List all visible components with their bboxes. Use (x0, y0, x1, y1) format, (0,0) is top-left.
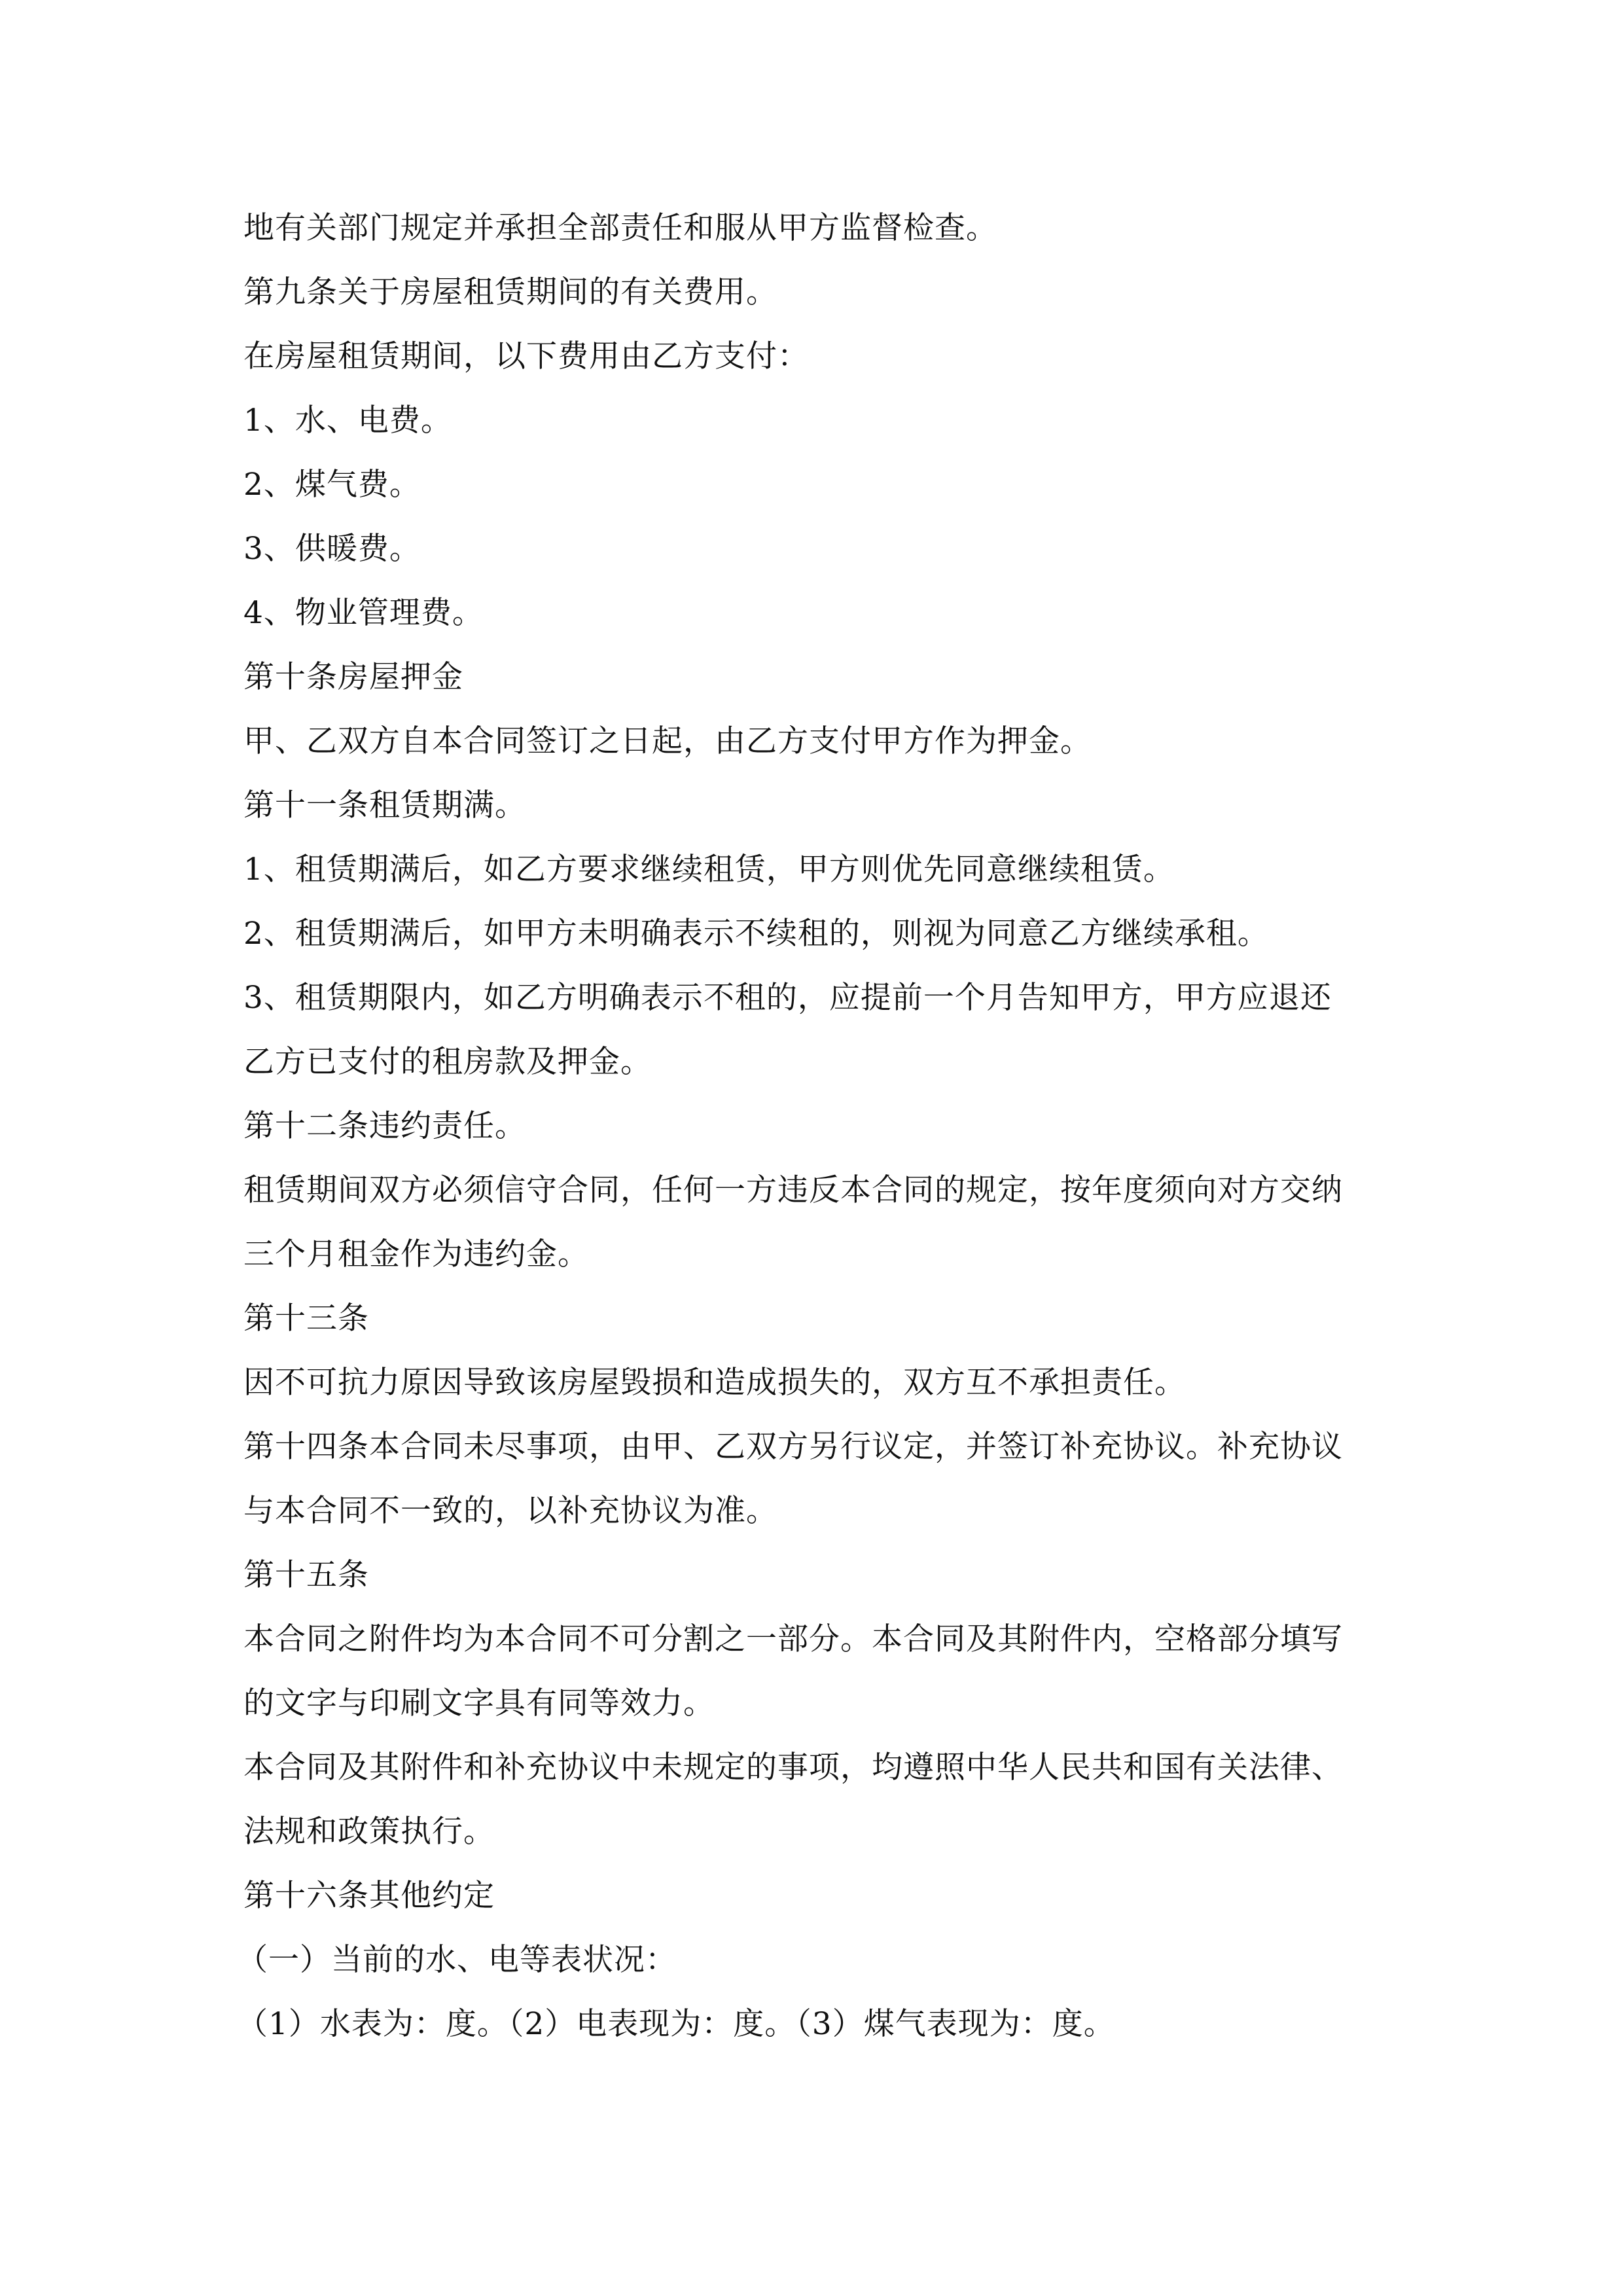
text-line: 甲、乙双方自本合同签订之日起，由乙方支付甲方作为押金。 (243, 723, 1092, 759)
text-line: 在房屋租赁期间，以下费用由乙方支付： (243, 338, 809, 374)
list-item: 2、煤气费。 (243, 467, 421, 503)
text-line: 三个月租金作为违约金。 (243, 1236, 589, 1272)
text-line: 租赁期间双方必须信守合同，任何一方违反本合同的规定，按年度须向对方交纳 (243, 1172, 1343, 1208)
text-line: 法规和政策执行。 (243, 1814, 495, 1850)
sub-item: （1）水表为：度。（2）电表现为：度。（3）煤气表现为：度。 (237, 2006, 1115, 2042)
article-heading: 第十一条租赁期满。 (243, 787, 526, 823)
text-line: 本合同之附件均为本合同不可分割之一部分。本合同及其附件内，空格部分填写 (243, 1621, 1343, 1657)
document-body (237, 196, 1408, 2056)
text-line: 本合同及其附件和补充协议中未规定的事项，均遵照中华人民共和国有关法律、 (243, 1749, 1343, 1785)
article-heading: 第十二条违约责任。 (243, 1108, 526, 1144)
article-heading: 第十六条其他约定 (243, 1878, 495, 1914)
text-line: 地有关部门规定并承担全部责任和服从甲方监督检查。 (243, 210, 997, 246)
list-item: 2、租赁期满后，如甲方未明确表示不续租的，则视为同意乙方继续承租。 (243, 916, 1269, 952)
list-item: 1、租赁期满后，如乙方要求继续租赁，甲方则优先同意继续租赁。 (243, 852, 1175, 888)
list-item: 3、租赁期限内，如乙方明确表示不租的，应提前一个月告知甲方，甲方应退还 (243, 980, 1332, 1016)
text-line: 与本合同不一致的，以补充协议为准。 (243, 1493, 777, 1529)
text-line: 乙方已支付的租房款及押金。 (243, 1044, 652, 1080)
article-heading: 第十条房屋押金 (243, 659, 463, 695)
list-item: 3、供暖费。 (243, 531, 421, 567)
list-item: 4、物业管理费。 (243, 595, 484, 631)
sub-item: （一）当前的水、电等表状况： (237, 1942, 677, 1978)
text-line: 的文字与印刷文字具有同等效力。 (243, 1685, 715, 1721)
article-heading: 第九条关于房屋租赁期间的有关费用。 (243, 274, 777, 310)
article-heading: 第十五条 (243, 1557, 369, 1593)
list-item: 1、水、电费。 (243, 403, 452, 439)
text-line: 因不可抗力原因导致该房屋毁损和造成损失的，双方互不承担责任。 (243, 1365, 1186, 1401)
article-heading: 第十四条本合同未尽事项，由甲、乙双方另行议定，并签订补充协议。补充协议 (243, 1429, 1343, 1465)
article-heading: 第十三条 (243, 1300, 369, 1336)
